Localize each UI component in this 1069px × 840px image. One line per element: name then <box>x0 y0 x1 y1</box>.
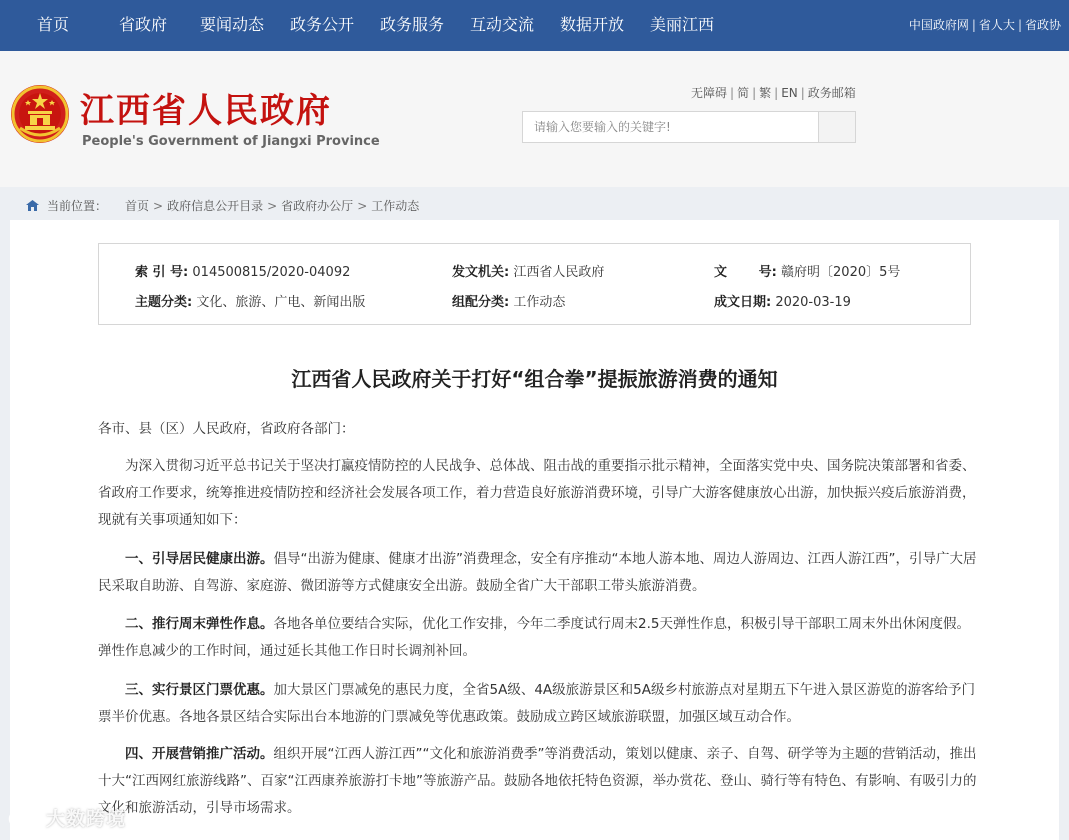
site-header <box>0 51 1069 187</box>
meta-key: 索 引 号: <box>135 265 189 280</box>
meta-value: 江西省人民政府 <box>513 265 605 280</box>
meta-topic <box>135 291 365 310</box>
section-heading: 一、引导居民健康出游。 <box>125 551 274 567</box>
chevron-right-icon: > <box>267 199 278 213</box>
chevron-right-icon: > <box>153 199 164 213</box>
meta-index-number <box>135 261 350 280</box>
meta-issuer <box>452 261 604 280</box>
link-english[interactable]: EN <box>781 86 798 100</box>
section-body: 各地各单位要结合实际，优化工作安排，今年二季度试行周末2.5天弹性作息，积极引导干部职工周末外出休闲度假。弹性作息减少的工作时间，通过延长其他工作日时长调剂补回。 <box>98 616 970 659</box>
meta-key: 主题分类: <box>135 295 193 310</box>
watermark <box>8 804 126 831</box>
search-input[interactable] <box>523 112 818 142</box>
link-provincial-congress[interactable]: 省人大 <box>978 18 1015 32</box>
meta-key: 成文日期: <box>714 295 772 310</box>
nav-item-open-data[interactable]: 数据开放 <box>560 15 625 34</box>
meta-key: 发文机关: <box>452 265 510 280</box>
divider: | <box>774 86 779 100</box>
external-links <box>909 16 1061 33</box>
intro-paragraph: 为深入贯彻习近平总书记关于坚决打赢疫情防控的人民战争、总体战、阻击战的重要指示批示精神，全面落实党中央、国务院决策部署和省委、省政府工作要求，统筹推进疫情防控和经济社会发展各项工作，着力营造良好旅游消费环境，引导广大游客健康放心出游，加快振兴疫后旅游消费，现就有关事项通知如下： <box>98 458 976 528</box>
nav-item-news[interactable]: 要闻动态 <box>200 15 265 34</box>
breadcrumb-home[interactable]: 首页 <box>125 199 150 213</box>
nav-item-province-gov[interactable]: 省政府 <box>119 15 168 34</box>
breadcrumb-work-news[interactable]: 工作动态 <box>371 199 420 213</box>
divider: | <box>752 86 757 100</box>
content-panel <box>10 220 1059 840</box>
watermark-text: 大数跨境 <box>46 808 127 830</box>
section-paragraph <box>98 611 978 665</box>
breadcrumb-general-office[interactable]: 省政府办公厅 <box>281 199 354 213</box>
section-paragraph <box>98 546 978 600</box>
search-box <box>522 111 856 143</box>
watermark-logo-icon <box>8 808 42 830</box>
nav-item-home[interactable]: 首页 <box>37 15 70 34</box>
breadcrumb-label: 当前位置： <box>47 199 108 213</box>
section-heading: 二、推行周末弹性作息。 <box>125 616 274 632</box>
meta-value: 工作动态 <box>513 295 566 310</box>
breadcrumb-disclosure-catalog[interactable]: 政府信息公开目录 <box>167 199 264 213</box>
meta-value: 014500815/2020-04092 <box>192 265 351 280</box>
meta-value: 赣府明〔2020〕5号 <box>781 265 901 280</box>
document-meta-table <box>98 243 971 325</box>
link-provincial-cppcc[interactable]: 省政协 <box>1024 18 1061 32</box>
meta-key: 文 号: <box>714 265 777 280</box>
section-body: 加大景区门票减免的惠民力度，全省5A级、4A级旅游景区和5A级乡村旅游点对星期五下午进入景区游览的游客给予门票半价优惠。各地各景区结合实际出台本地游的门票减免等优惠政策。鼓励成立跨区域旅游联盟，加强区域互动合作。 <box>98 682 975 725</box>
nav-item-beautiful-jiangxi[interactable]: 美丽江西 <box>650 15 715 34</box>
utility-links <box>691 84 856 101</box>
section-heading: 三、实行景区门票优惠。 <box>125 682 274 698</box>
divider: | <box>730 86 735 100</box>
section-paragraph <box>98 741 978 822</box>
section-body: 组织开展“江西人游江西”“文化和旅游消费季”等消费活动，策划以健康、亲子、自驾、研学等为主题的营销活动，推出十大“江西网红旅游线路”、百家“江西康养旅游打卡地”等旅游产品。鼓励各地依托特色资源，举办赏花、登山、骑行等有特色、有影响、有吸引力的文化和旅游活动，引导市场需求。 <box>98 746 977 816</box>
search-button[interactable] <box>818 112 855 142</box>
section-paragraph <box>98 677 978 731</box>
link-accessibility[interactable]: 无障碍 <box>691 86 728 100</box>
meta-key: 组配分类: <box>452 295 510 310</box>
site-subtitle: People's Government of Jiangxi Province <box>82 134 380 149</box>
meta-group <box>452 291 565 310</box>
section-heading: 四、开展营销推广活动。 <box>125 746 274 762</box>
link-china-gov[interactable]: 中国政府网 <box>908 18 969 32</box>
home-icon <box>26 200 39 211</box>
section-body: 倡导“出游为健康、健康才出游”消费理念，安全有序推动“本地人游本地、周边人游周边、江西人游江西”，引导广大居民采取自助游、自驾游、家庭游、微团游等方式健康安全出游。鼓励全省广大干部职工带头旅游消费。 <box>98 551 977 594</box>
salutation: 各市、县（区）人民政府，省政府各部门： <box>98 421 355 437</box>
meta-value: 2020-03-19 <box>775 295 851 310</box>
document-title: 江西省人民政府关于打好“组合拳”提振旅游消费的通知 <box>291 367 778 391</box>
divider: | <box>1017 18 1022 32</box>
site-title[interactable]: 江西省人民政府 <box>80 91 332 131</box>
national-emblem-icon <box>10 84 70 144</box>
divider: | <box>971 18 976 32</box>
nav-item-services[interactable]: 政务服务 <box>380 15 445 34</box>
nav-item-disclosure[interactable]: 政务公开 <box>290 15 355 34</box>
divider: | <box>800 86 805 100</box>
chevron-right-icon: > <box>357 199 368 213</box>
link-traditional[interactable]: 繁 <box>759 86 772 100</box>
link-simplified[interactable]: 简 <box>737 86 750 100</box>
meta-date <box>714 291 851 310</box>
top-nav-bar <box>0 0 1069 51</box>
meta-doc-number <box>714 261 900 280</box>
meta-value: 文化、旅游、广电、新闻出版 <box>196 295 366 310</box>
link-gov-mail[interactable]: 政务邮箱 <box>807 86 856 100</box>
breadcrumb <box>26 197 419 214</box>
nav-item-interaction[interactable]: 互动交流 <box>470 15 535 34</box>
